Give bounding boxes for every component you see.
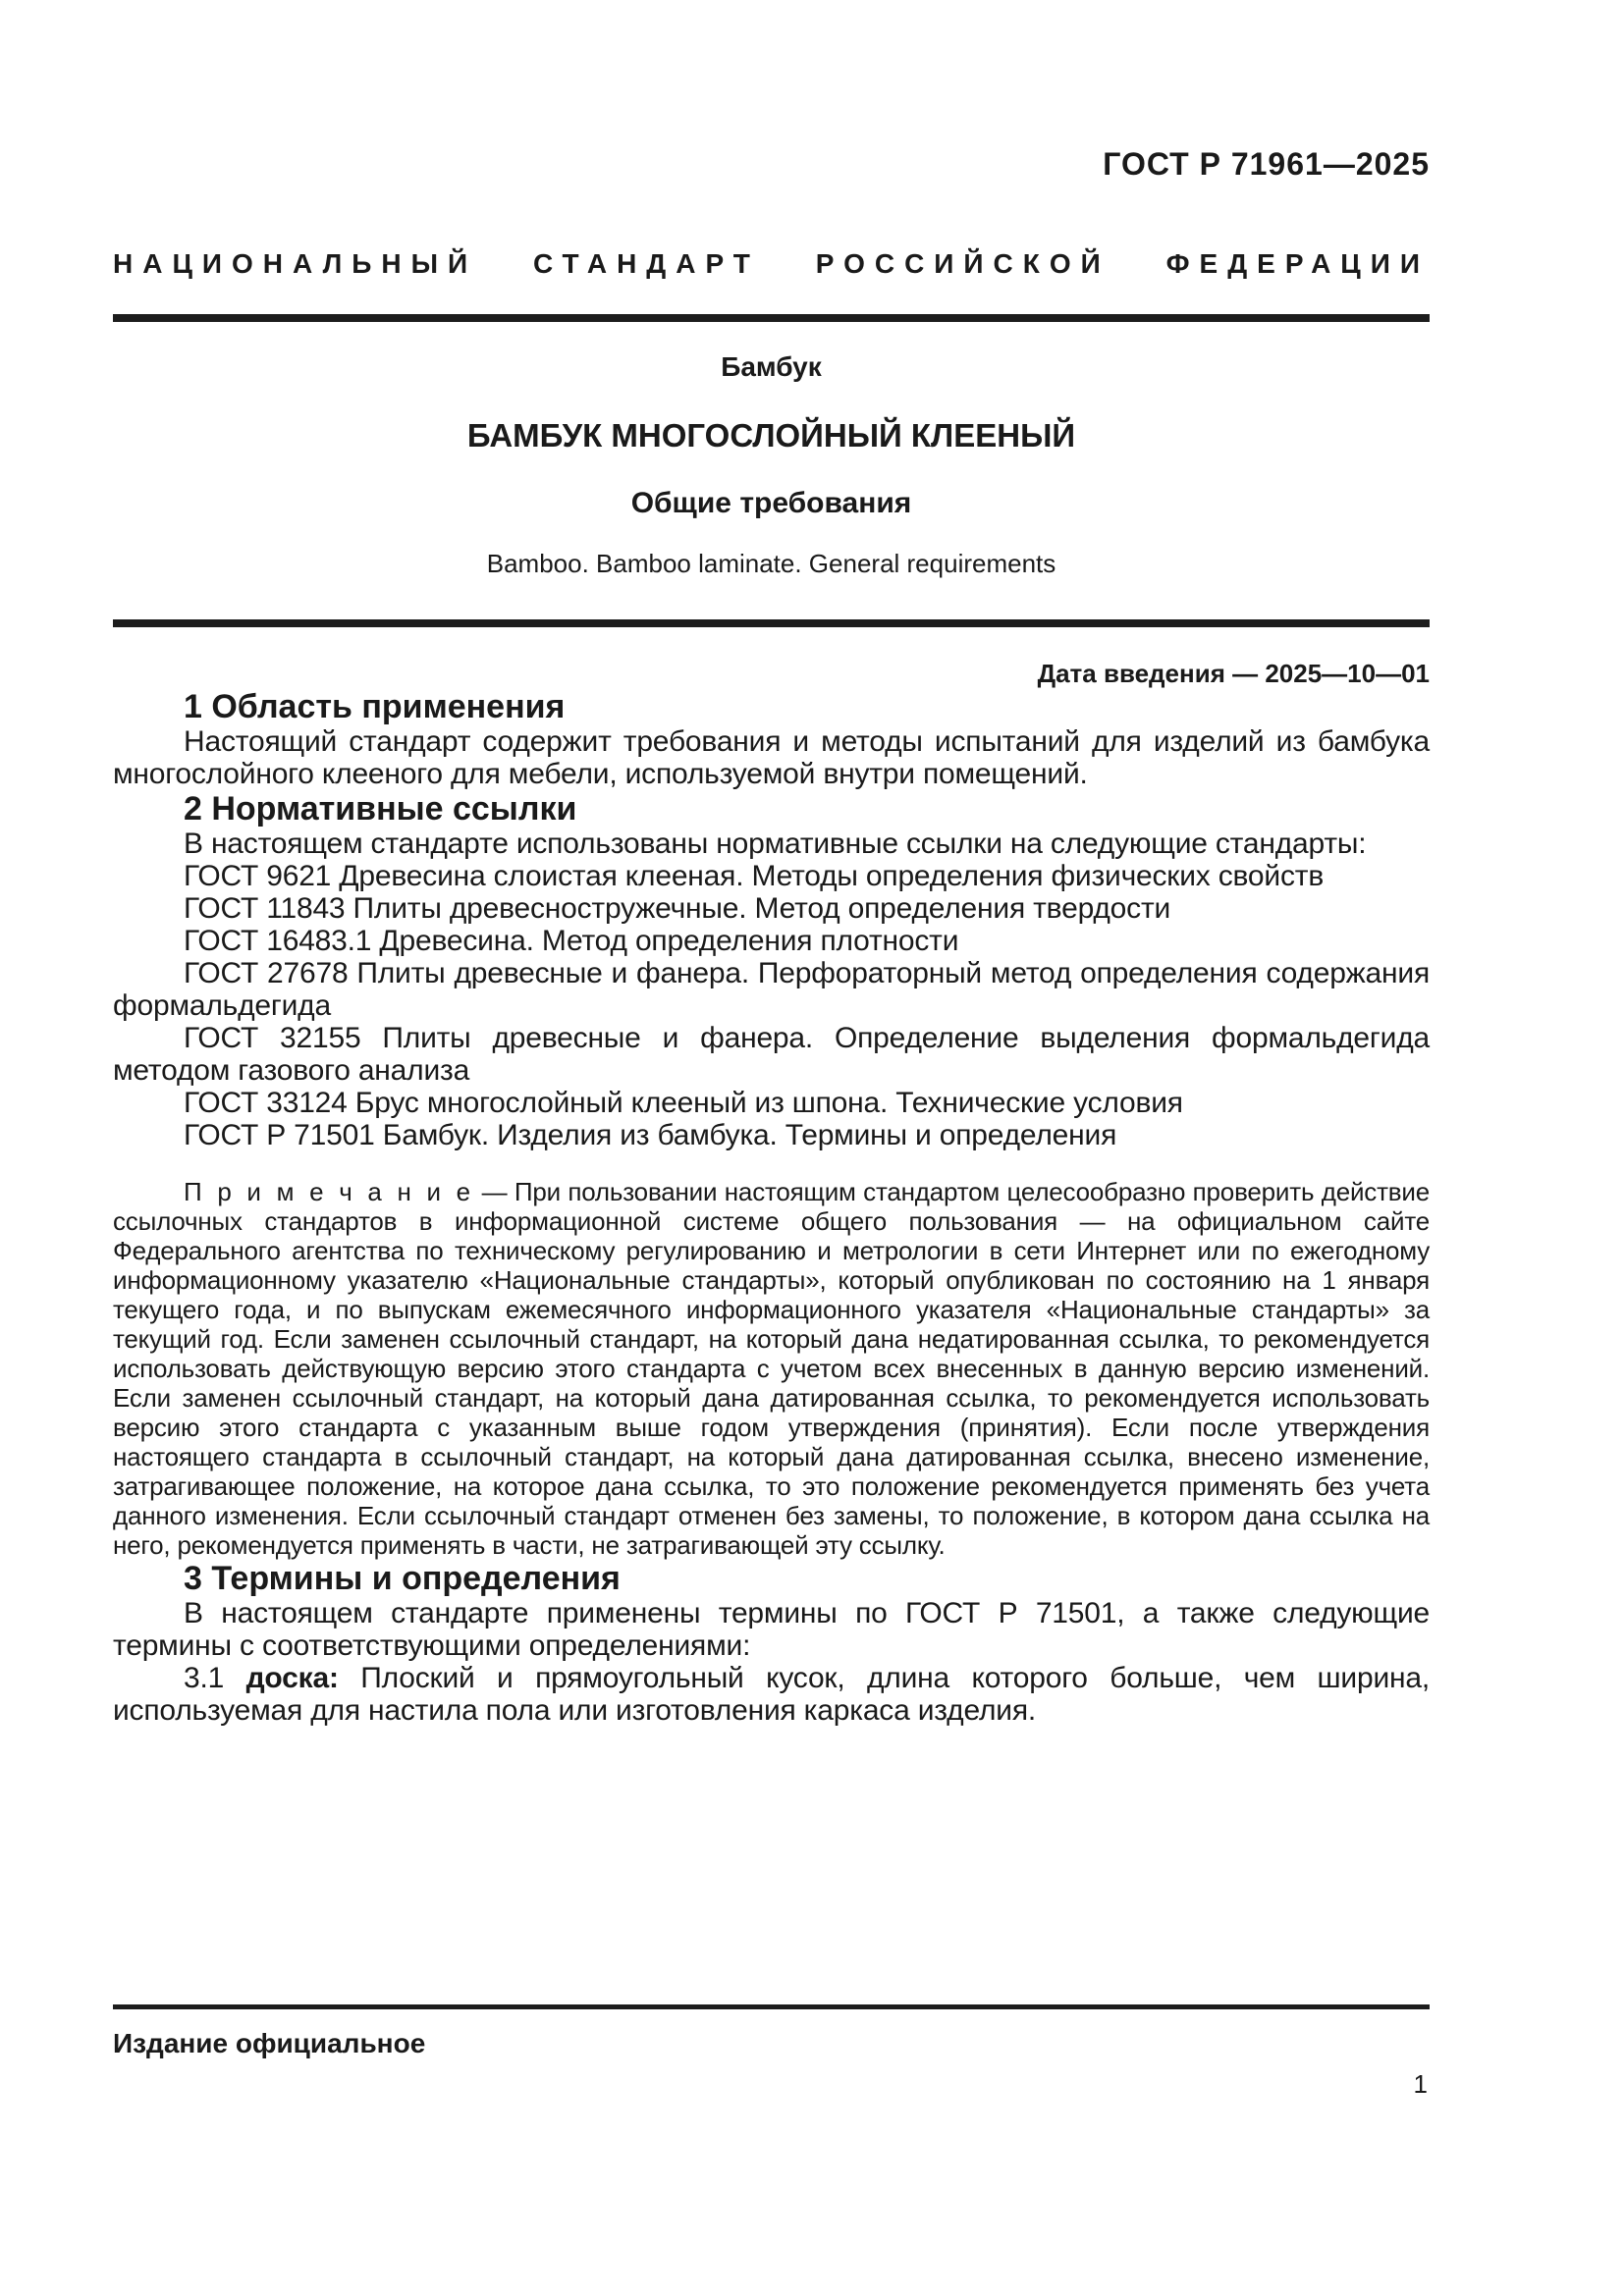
reference-item: ГОСТ 16483.1 Древесина. Метод определения плотности — [184, 925, 959, 957]
references-heading: 2 Нормативные ссылки — [184, 790, 577, 828]
reference-item: ГОСТ 33124 Брус многослойный клееный из шпона. Технические условия — [184, 1087, 1183, 1119]
national-standard-banner: НАЦИОНАЛЬНЫЙ СТАНДАРТ РОССИЙСКОЙ ФЕДЕРАЦИИ — [113, 248, 1430, 279]
divider-title-bottom — [113, 619, 1430, 627]
title-subtitle: Общие требования — [630, 487, 912, 519]
effective-date: Дата введения — 2025—10—01 — [1037, 659, 1430, 688]
reference-item: ГОСТ 11843 Плиты древесностружечные. Метод определения твердости — [184, 892, 1171, 925]
reference-item: ГОСТ 9621 Древесина слоистая клееная. Методы определения физических свойств — [184, 860, 1325, 892]
term-text: Плоский и прямоугольный кусок, длина которого больше, чем ширина, используемая для настила пола или изготовления каркаса изделия. — [113, 1662, 1431, 1727]
terms-intro: В настоящем стандарте применены термины по ГОСТ Р 71501, а также следующие термины с соответствующими определениями: — [113, 1597, 1430, 1662]
scope-heading: 1 Область применения — [184, 688, 566, 725]
note-text: — При пользовании настоящим стандартом целесообразно проверить действие ссылочных стандартов в информационной системе общего пользования — на официальном сайте Федерального агентства по техническому регулированию и метрологии в сети Интернет или по ежегодному информационному указателю «Национальные стандарты», который опубликован по состоянию на 1 января текущего года, и по выпускам ежемесячного информационного указателя «Национальные стандарты» за текущий год. Если заменен ссылочный стандарт, на который дана недатированная ссылка, то рекомендуется использовать действующую версию этого стандарта с учетом всех внесенных в данную версию изменений. Если заменен ссылочный стандарт, на который дана датированная ссылка, то рекомендуется использовать версию этого стандарта с указанным выше годом утверждения (принятия). Если после утверждения настоящего стандарта в ссылочный стандарт, на который дана датированная ссылка, внесено изменение, затрагивающее положение, на которое дана ссылка, то это положение рекомендуется применять без учета данного изменения. Если ссылочный стандарт отменен без замены, то положение, в котором дана ссылка на него, рекомендуется применять в части, не затрагивающей эту ссылку. — [113, 1177, 1430, 1560]
scope-paragraph: Настоящий стандарт содержит требования и методы испытаний для изделий из бамбука многослойного клееного для мебели, используемой внутри помещений. — [113, 725, 1430, 790]
title-block — [113, 351, 1430, 578]
title-english: Bamboo. Bamboo laminate. General requirements — [486, 549, 1056, 578]
reference-item: ГОСТ 27678 Плиты древесные и фанера. Перфораторный метод определения содержания формальдегида — [113, 957, 1430, 1022]
term-word: доска: — [245, 1662, 339, 1694]
term-definition — [113, 1662, 1430, 1727]
reference-item: ГОСТ 32155 Плиты древесные и фанера. Определение выделения формальдегида методом газового анализа — [113, 1022, 1430, 1087]
divider-top — [113, 314, 1430, 322]
term-number: 3.1 — [184, 1662, 225, 1694]
reference-item: ГОСТ Р 71501 Бамбук. Изделия из бамбука. Термины и определения — [184, 1119, 1117, 1151]
title-subject: Бамбук — [721, 351, 822, 382]
note-label: П р и м е ч а н и е — [184, 1177, 475, 1206]
references-note — [113, 1177, 1430, 1560]
terms-heading: 3 Термины и определения — [184, 1560, 621, 1597]
footer-rule — [113, 2004, 1430, 2009]
page-number: 1 — [1413, 2069, 1428, 2099]
references-intro: В настоящем стандарте использованы нормативные ссылки на следующие стандарты: — [184, 828, 1367, 860]
edition-note: Издание официальное — [113, 2028, 426, 2058]
doc-code: ГОСТ Р 71961—2025 — [1103, 146, 1430, 182]
title-main: БАМБУК МНОГОСЛОЙНЫЙ КЛЕЕНЫЙ — [466, 417, 1076, 454]
